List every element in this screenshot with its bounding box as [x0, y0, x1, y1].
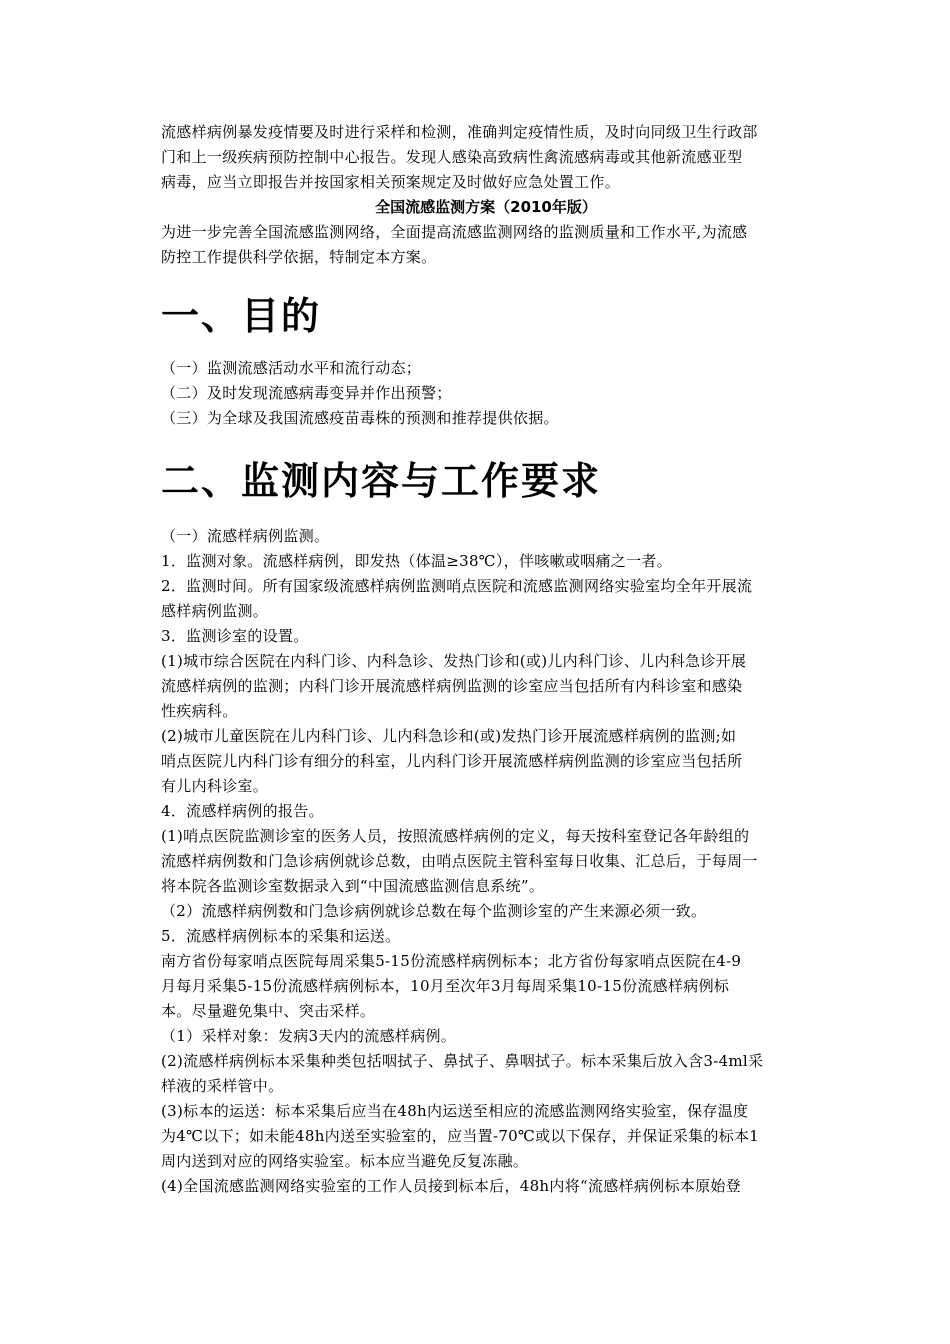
- text-line: 流感样病例暴发疫情要及时进行采样和检测，准确判定疫情性质，及时向同级卫生行政部: [161, 123, 758, 141]
- text-line: (4)全国流感监测网络实验室的工作人员接到标本后，48h内将“流感样病例标本原始登: [161, 1177, 741, 1195]
- text-line: 5．流感样病例标本的采集和运送。: [161, 927, 401, 945]
- text-line: 样液的采样管中。: [161, 1077, 284, 1095]
- text-line: 将本院各监测诊室数据录入到“中国流感监测信息系统”。: [161, 877, 545, 895]
- text-line: 性疾病科。: [161, 702, 238, 720]
- text-line: (2)流感样病例标本采集种类包括咽拭子、鼻拭子、鼻咽拭子。标本采集后放入含3-4ml采: [161, 1052, 764, 1070]
- section-heading-content: 二、监测内容与工作要求: [161, 459, 602, 503]
- section-heading-purpose: 一、目的: [161, 294, 322, 338]
- section-content-body: [161, 524, 811, 1199]
- text-line: 本。尽量避免集中、突击采样。: [161, 1002, 376, 1020]
- document-title: 全国流感监测方案（2010年版）: [375, 198, 597, 216]
- text-line: 病毒，应当立即报告并按国家相关预案规定及时做好应急处置工作。: [161, 173, 621, 191]
- text-line: 月每月采集5-15份流感样病例标本，10月至次年3月每周采集10-15份流感样病例标: [161, 977, 730, 995]
- text-line: 4．流感样病例的报告。: [161, 802, 324, 820]
- text-line: 流感样病例的监测；内科门诊开展流感样病例监测的诊室应当包括所有内科诊室和感染: [161, 677, 743, 695]
- text-line: （2）流感样病例数和门急诊病例就诊总数在每个监测诊室的产生来源必须一致。: [161, 902, 707, 920]
- text-line: 周内送到对应的网络实验室。标本应当避免反复冻融。: [161, 1152, 529, 1170]
- intro-paragraph: [161, 120, 811, 195]
- text-line: 1．监测对象。流感样病例，即发热（体温≥38℃），伴咳嗽或咽痛之一者。: [161, 552, 672, 570]
- text-line: (1)城市综合医院在内科门诊、内科急诊、发热门诊和(或)儿内科门诊、儿内科急诊开展: [161, 652, 747, 670]
- list-item: （三）为全球及我国流感疫苗毒株的预测和推荐提供依据。: [161, 409, 559, 427]
- text-line: (1)哨点医院监测诊室的医务人员，按照流感样病例的定义，每天按科室登记各年龄组的: [161, 827, 750, 845]
- text-line: 3．监测诊室的设置。: [161, 627, 309, 645]
- text-line: 哨点医院儿内科门诊有细分的科室，儿内科门诊开展流感样病例监测的诊室应当包括所: [161, 752, 743, 770]
- text-line: (3)标本的运送：标本采集后应当在48h内运送至相应的流感监测网络实验室，保存温度: [161, 1102, 749, 1120]
- text-line: 门和上一级疾病预防控制中心报告。发现人感染高致病性禽流感病毒或其他新流感亚型: [161, 148, 743, 166]
- text-line: 为4℃以下；如未能48h内送至实验室的，应当置-70℃或以下保存，并保证采集的标本1: [161, 1127, 760, 1145]
- text-line: 南方省份每家哨点医院每周采集5-15份流感样病例标本；北方省份每家哨点医院在4-9: [161, 952, 742, 970]
- text-line: 有儿内科诊室。: [161, 777, 269, 795]
- text-line: 2．监测时间。所有国家级流感样病例监测哨点医院和流感监测网络实验室均全年开展流: [161, 577, 753, 595]
- document-page: [161, 120, 811, 1199]
- text-line: （1）采样对象：发病3天内的流感样病例。: [161, 1027, 457, 1045]
- list-item: （一）监测流感活动水平和流行动态；: [161, 359, 422, 377]
- preface-paragraph: [161, 220, 811, 270]
- text-line: 防控工作提供科学依据，特制定本方案。: [161, 248, 437, 266]
- text-line: (2)城市儿童医院在儿内科门诊、儿内科急诊和(或)发热门诊开展流感样病例的监测;如: [161, 727, 737, 745]
- text-line: 感样病例监测。: [161, 602, 269, 620]
- text-line: 为进一步完善全国流感监测网络，全面提高流感监测网络的监测质量和工作水平,为流感: [161, 223, 748, 241]
- text-line: （一）流感样病例监测。: [161, 527, 330, 545]
- list-item: （二）及时发现流感病毒变异并作出预警；: [161, 384, 452, 402]
- text-line: 流感样病例数和门急诊病例就诊总数，由哨点医院主管科室每日收集、汇总后，于每周一: [161, 852, 758, 870]
- section-purpose-body: [161, 356, 811, 431]
